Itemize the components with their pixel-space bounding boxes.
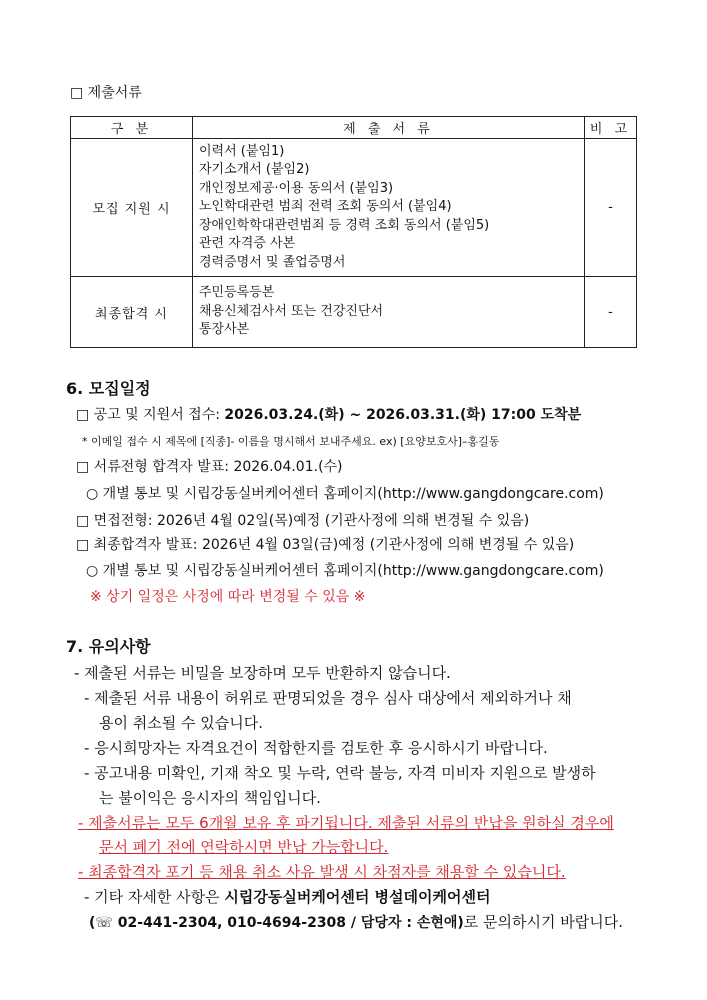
doc-item: 경력증명서 및 졸업증명서 [199,254,346,270]
note-item-continued: 용이 취소될 수 있습니다. [99,714,263,732]
table-header-row [71,117,637,139]
doc-item: 관련 자격증 사본 [199,236,296,252]
table-row [71,277,637,348]
application-period-dates: 2026.03.24.(화) ~ 2026.03.31.(화) 17:00 도착분 [224,407,582,423]
notice-method-1: ○ 개별 통보 및 시립강동실버케어센터 홈페이지(http://www.gangdongcare.com) [86,486,604,502]
row-note: - [585,139,637,277]
header-category: 구 분 [71,117,193,139]
submission-docs-table [70,116,637,348]
table-row [71,139,637,277]
email-note: * 이메일 접수 시 제목에 [직종]- 이름을 명시해서 보내주세요. ex) [요양보호사]–홍길동 [82,435,500,448]
schedule-heading: 6. 모집일정 [66,379,151,398]
doc-item: 노인학대관련 범죄 전력 조회 동의서 (붙임4) [199,199,452,215]
contact-line [89,911,623,932]
notes-heading: 7. 유의사항 [66,637,151,656]
header-note: 비 고 [585,117,637,139]
contact-closing: 로 문의하시기 바랍니다. [463,913,624,931]
note-item-contact-intro [84,886,490,907]
interview-schedule: □ 면접전형: 2026년 4월 02일(목)예정 (기관사정에 의해 변경될 수 있음) [76,513,530,529]
document-pass-announcement: □ 서류전형 합격자 발표: 2026.04.01.(수) [76,459,343,475]
doc-item: 개인정보제공·이용 동의서 (붙임3) [199,180,394,196]
doc-item: 장애인학학대관련범죄 등 경력 조회 동의서 (붙임5) [199,217,490,233]
notice-method-2: ○ 개별 통보 및 시립강동실버케어센터 홈페이지(http://www.gangdongcare.com) [86,563,604,579]
row-category: 모집 지원 시 [71,139,193,277]
note-item: - 제출된 서류는 비밀을 보장하며 모두 반환하지 않습니다. [74,664,451,682]
row-doc-list [193,277,585,348]
doc-item: 통장사본 [199,322,250,338]
doc-item: 자기소개서 (붙임2) [199,162,310,178]
final-pass-announcement: □ 최종합격자 발표: 2026년 4월 03일(금)예정 (기관사정에 의해 변경될 수 있음) [76,537,575,553]
doc-item: 이력서 (붙임1) [199,143,285,159]
submission-docs-title: □ 제출서류 [70,85,142,101]
contact-phone-and-person: (☏ 02-441-2304, 010-4694-2308 / 담당자 : 손현애) [89,915,464,931]
note-item-continued: 는 불이익은 응시자의 책임입니다. [99,789,321,807]
doc-item: 채용신체검사서 또는 건강진단서 [199,303,384,319]
contact-intro-text: - 기타 자세한 사항은 [84,888,225,906]
note-item: - 제출된 서류 내용이 허위로 판명되었을 경우 심사 대상에서 제외하거나 채 [84,689,572,707]
center-name: 시립강동실버케어센터 병설데이케어센터 [224,888,491,906]
schedule-warning: ※ 상기 일정은 사정에 따라 변경될 수 있음 ※ [90,589,366,605]
note-item-highlight-continued: 문서 폐기 전에 연락하시면 반납 가능합니다. [99,838,389,856]
header-docs: 제 출 서 류 [193,117,585,139]
row-note: - [585,277,637,348]
row-doc-list [193,139,585,277]
doc-item: 주민등록등본 [199,285,275,301]
application-period [76,404,581,424]
note-item-highlight: - 최종합격자 포기 등 채용 취소 사유 발생 시 차점자를 채용할 수 있습니다. [78,863,566,881]
application-period-label: □ 공고 및 지원서 접수: [76,407,225,423]
note-item: - 공고내용 미확인, 기재 착오 및 누락, 연락 불능, 자격 미비자 지원으로 발생하 [84,764,596,782]
row-category: 최종합격 시 [71,277,193,348]
note-item-highlight: - 제출서류는 모두 6개월 보유 후 파기됩니다. 제출된 서류의 반납을 원하실 경우에 [78,814,614,832]
note-item: - 응시희망자는 자격요건이 적합한지를 검토한 후 응시하시기 바랍니다. [84,739,548,757]
